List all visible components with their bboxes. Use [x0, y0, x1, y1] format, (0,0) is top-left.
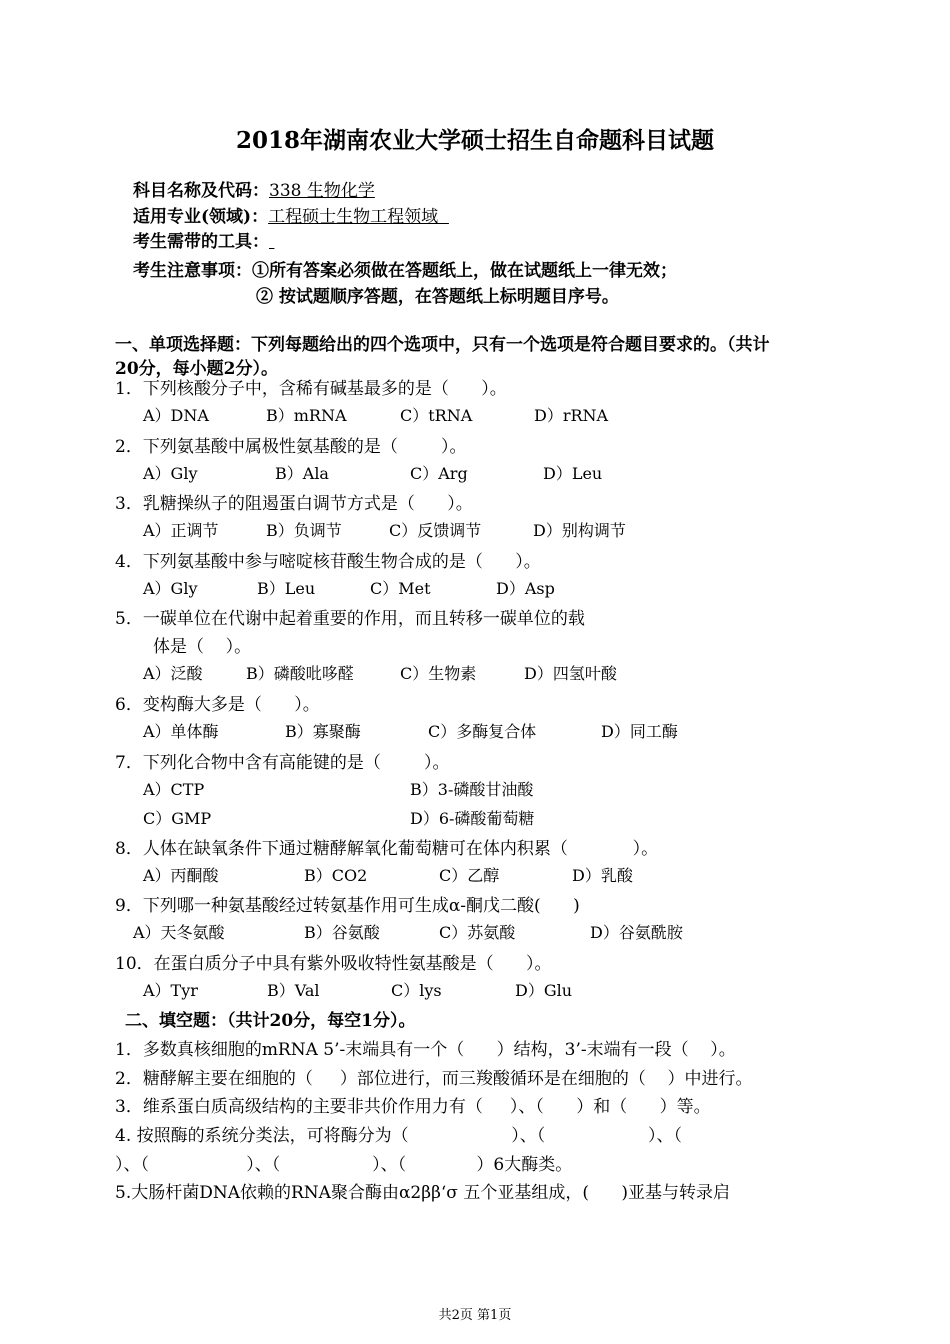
fill-item-1: 1．多数真核细胞的mRNA 5’-末端具有一个（ ）结构，3’-末端有一段（ ）。 [115, 1040, 736, 1060]
q7-option-c: C）GMP [143, 809, 212, 828]
q1-option-a: A）DNA [143, 406, 209, 425]
subject-label: 科目名称及代码： [133, 181, 269, 201]
question-2: 2．下列氨基酸中属极性氨基酸的是（ ）。 [115, 437, 467, 457]
q3-option-d: D）别构调节 [533, 521, 626, 540]
notice-line-1: 考生注意事项：①所有答案必须做在答题纸上，做在试题纸上一律无效； [133, 261, 677, 281]
major-label: 适用专业(领域)： [133, 207, 269, 227]
question-4: 4．下列氨基酸中参与嘧啶核苷酸生物合成的是（ ）。 [115, 552, 541, 572]
q6-option-a: A）单体酶 [143, 722, 219, 741]
q2-option-b: B）Ala [275, 464, 329, 483]
tools-value [269, 232, 274, 252]
fill-item-5: 5.大肠杆菌DNA依赖的RNA聚合酶由α2ββ‘σ 五个亚基组成，( )亚基与转录启 [115, 1183, 731, 1203]
tools-row [133, 227, 274, 252]
subject-value: 338 生物化学 [269, 181, 375, 201]
question-1: 1．下列核酸分子中，含稀有碱基最多的是（ ）。 [115, 379, 507, 399]
q5-option-d: D）四氢叶酸 [524, 664, 617, 683]
q6-option-d: D）同工酶 [601, 722, 678, 741]
fill-item-4: 4. 按照酶的系统分类法，可将酶分为（ ）、（ ）、（ [115, 1126, 682, 1146]
q6-option-b: B）寡聚酶 [285, 722, 361, 741]
q8-option-c: C）乙醇 [439, 866, 500, 885]
q1-option-d: D）rRNA [534, 406, 609, 425]
q7-option-b: B）3-磷酸甘油酸 [410, 780, 534, 799]
q10-option-d: D）Glu [515, 981, 573, 1000]
q3-option-b: B）负调节 [266, 521, 342, 540]
q10-option-b: B）Val [267, 981, 320, 1000]
q3-option-a: A）正调节 [143, 521, 219, 540]
q8-option-d: D）乳酸 [572, 866, 633, 885]
q8-option-b: B）CO2 [304, 866, 368, 885]
fill-item-4-cont: ）、（ ）、（ ）、（ ）6大酶类。 [115, 1155, 573, 1175]
tools-label: 考生需带的工具： [133, 232, 269, 252]
q9-option-a: A）天冬氨酸 [133, 923, 225, 942]
q7-option-d: D）6-磷酸葡萄糖 [410, 809, 535, 828]
question-10: 10．在蛋白质分子中具有紫外吸收特性氨基酸是（ ）。 [115, 954, 552, 974]
q7-option-a: A）CTP [143, 780, 205, 799]
q4-option-c: C）Met [370, 579, 431, 598]
question-6: 6．变构酶大多是（ ）。 [115, 695, 320, 715]
page-footer: 共2页 第1页 [438, 1308, 512, 1323]
question-7: 7．下列化合物中含有高能键的是（ ）。 [115, 753, 450, 773]
q1-option-c: C）tRNA [400, 406, 473, 425]
question-8: 8．人体在缺氧条件下通过糖酵解氧化葡萄糖可在体内积累（ ）。 [115, 839, 659, 859]
q10-option-a: A）Tyr [143, 981, 198, 1000]
q9-option-c: C）苏氨酸 [439, 923, 516, 942]
fill-item-2: 2．糖酵解主要在细胞的（ ）部位进行，而三羧酸循环是在细胞的（ ）中进行。 [115, 1069, 753, 1089]
question-5-cont: 体是（ ）。 [153, 637, 252, 657]
q6-option-c: C）多酶复合体 [428, 722, 537, 741]
q10-option-c: C）lys [391, 981, 442, 1000]
section1-heading-1: 一、单项选择题：下列每题给出的四个选项中，只有一个选项是符合题目要求的。（共计 [115, 335, 770, 355]
question-3: 3．乳糖操纵子的阻遏蛋白调节方式是（ ）。 [115, 494, 473, 514]
page-title: 2018年湖南农业大学硕士招生自命题科目试题 [235, 127, 714, 154]
major-value: 工程硕士生物工程领域 [268, 207, 449, 227]
q9-option-d: D）谷氨酰胺 [590, 923, 683, 942]
question-9: 9．下列哪一种氨基酸经过转氨基作用可生成α-酮戊二酸( ) [115, 896, 580, 916]
q4-option-b: B）Leu [257, 579, 316, 598]
major-row [133, 202, 449, 227]
q1-option-b: B）mRNA [266, 406, 347, 425]
subject-row [133, 176, 375, 201]
q3-option-c: C）反馈调节 [389, 521, 482, 540]
q8-option-a: A）丙酮酸 [143, 866, 219, 885]
q5-option-b: B）磷酸吡哆醛 [246, 664, 354, 683]
q2-option-d: D）Leu [543, 464, 603, 483]
question-5: 5．一碳单位在代谢中起着重要的作用，而且转移一碳单位的载 [115, 609, 585, 629]
section2-heading: 二、填空题：（共计20分，每空1分）。 [125, 1011, 416, 1031]
q9-option-b: B）谷氨酸 [304, 923, 380, 942]
q5-option-c: C）生物素 [400, 664, 477, 683]
fill-item-3: 3．维系蛋白质高级结构的主要非共价作用力有（ ）、（ ）和（ ）等。 [115, 1097, 711, 1117]
q4-option-a: A）Gly [143, 579, 198, 598]
q5-option-a: A）泛酸 [143, 664, 203, 683]
q2-option-a: A）Gly [143, 464, 198, 483]
q4-option-d: D）Asp [496, 579, 555, 598]
section1-heading-2: 20分，每小题2分）。 [115, 359, 278, 379]
notice-line-2: ② 按试题顺序答题，在答题纸上标明题目序号。 [256, 287, 619, 307]
q2-option-c: C）Arg [410, 464, 468, 483]
